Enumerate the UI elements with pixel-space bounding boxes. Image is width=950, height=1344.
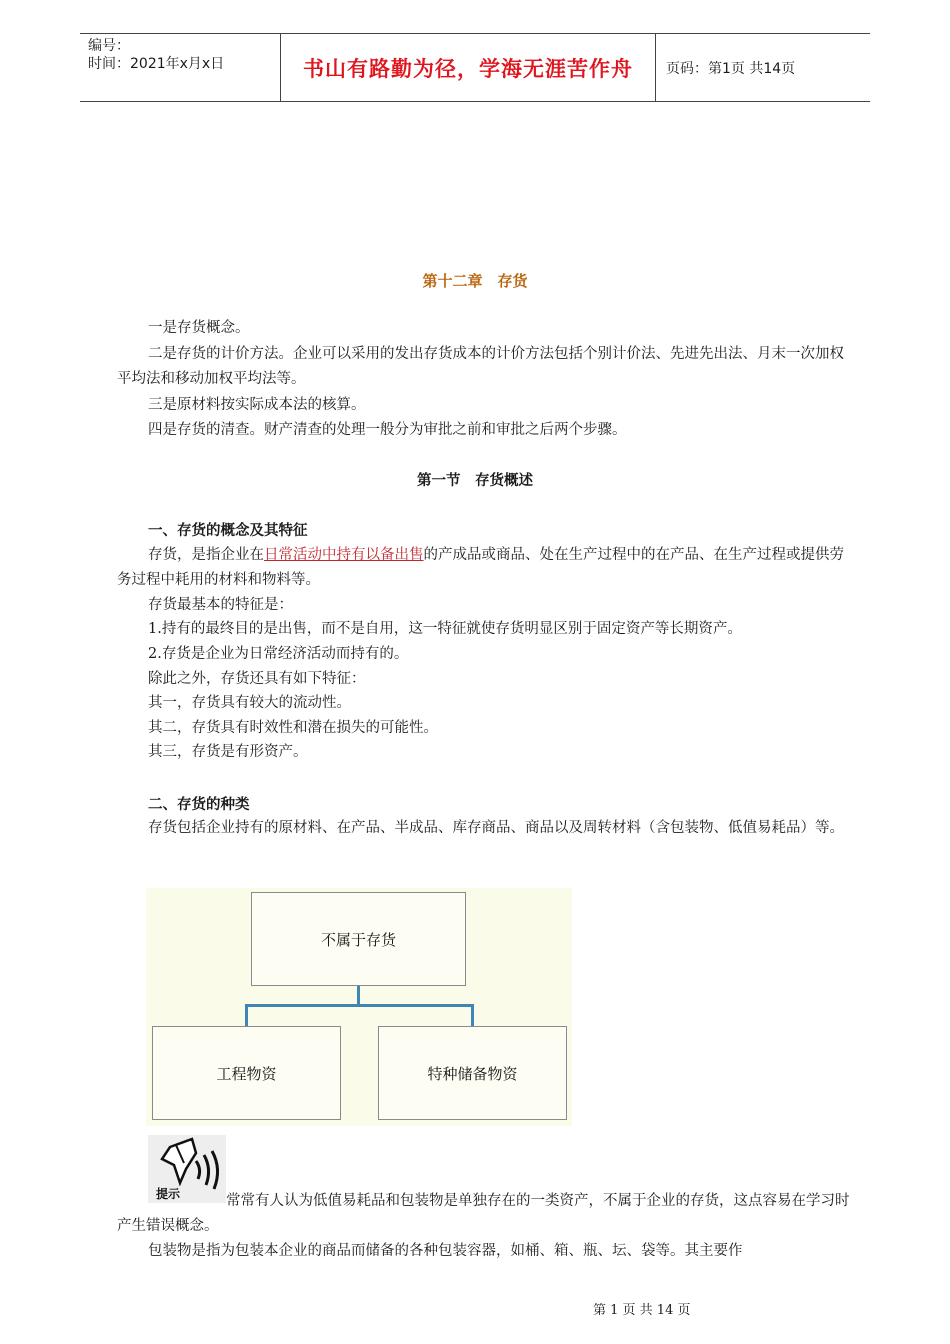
not-inventory-diagram <box>146 888 572 1126</box>
feature-2: 2.存货是企业为日常经济活动而持有的。 <box>148 646 409 662</box>
diagram-connector-vertical <box>357 986 360 1005</box>
chapter-title: 第十二章 存货 <box>422 272 528 290</box>
diagram-connector-right <box>471 1004 474 1026</box>
tip-label: 提示 <box>156 1187 181 1201</box>
extra-feature-1: 其一，存货具有较大的流动性。 <box>148 695 351 711</box>
intro-item-4: 四是存货的清查。财产清查的处理一般分为审批之前和审批之后两个步骤。 <box>148 422 627 438</box>
diagram-right-box: 特种储备物资 <box>378 1026 567 1120</box>
tip-paragraph: 常常有人认为低值易耗品和包装物是单独存在的一类资产，不属于企业的存货，这点容易在学习时产生错误概念。 <box>117 1193 850 1234</box>
heading-types: 二、存货的种类 <box>148 797 250 813</box>
diagram-connector-left <box>245 1004 248 1026</box>
extra-intro: 除此之外，存货还具有如下特征： <box>148 671 366 687</box>
definition-suffix: 的产成品或商品、处在生产过程中的在产品、在生产过程或提供劳务过程中耗用的材料和物料等。 <box>117 547 844 588</box>
page-footer: 第 1 页 共 14 页 <box>593 1303 691 1318</box>
extra-feature-3: 其三，存货是有形资产。 <box>148 744 308 760</box>
definition-link[interactable]: 日常活动中持有以备出售 <box>264 547 424 563</box>
types-paragraph: 存货包括企业持有的原材料、在产品、半成品、库存商品、商品以及周转材料（含包装物、低值易耗品）等。 <box>148 820 844 836</box>
header-meta <box>80 34 281 101</box>
time-label: 时间：2021年x月x日 <box>88 56 225 72</box>
diagram-connector-horizontal <box>245 1004 474 1007</box>
intro-item-1: 一是存货概念。 <box>148 320 250 336</box>
diagram-left-box: 工程物资 <box>152 1026 341 1120</box>
intro-item-2: 二是存货的计价方法。企业可以采用的发出存货成本的计价方法包括个别计价法、先进先出法、月末一次加权平均法和移动加权平均法等。 <box>117 346 844 387</box>
header-motto: 书山有路勤为径，学海无涯苦作舟 <box>281 34 656 101</box>
header-page-info: 页码：第1页 共14页 <box>666 60 796 77</box>
feature-1: 1.持有的最终目的是出售，而不是自用，这一特征就使存货明显区别于固定资产等长期资产。 <box>148 621 742 637</box>
definition-prefix: 存货，是指企业在 <box>148 547 264 563</box>
extra-feature-2: 其二，存货具有时效性和潜在损失的可能性。 <box>148 720 438 736</box>
document-header <box>80 33 870 102</box>
features-intro: 存货最基本的特征是： <box>148 597 293 613</box>
section-title: 第一节 存货概述 <box>417 473 533 489</box>
intro-item-3: 三是原材料按实际成本法的核算。 <box>148 397 366 413</box>
definition-paragraph <box>117 543 852 593</box>
packaging-paragraph: 包装物是指为包装本企业的商品而储备的各种包装容器，如桶、箱、瓶、坛、袋等。其主要作 <box>148 1243 743 1259</box>
heading-concept: 一、存货的概念及其特征 <box>148 523 308 539</box>
diagram-root-box: 不属于存货 <box>251 892 466 986</box>
number-label: 编号： <box>88 38 130 54</box>
